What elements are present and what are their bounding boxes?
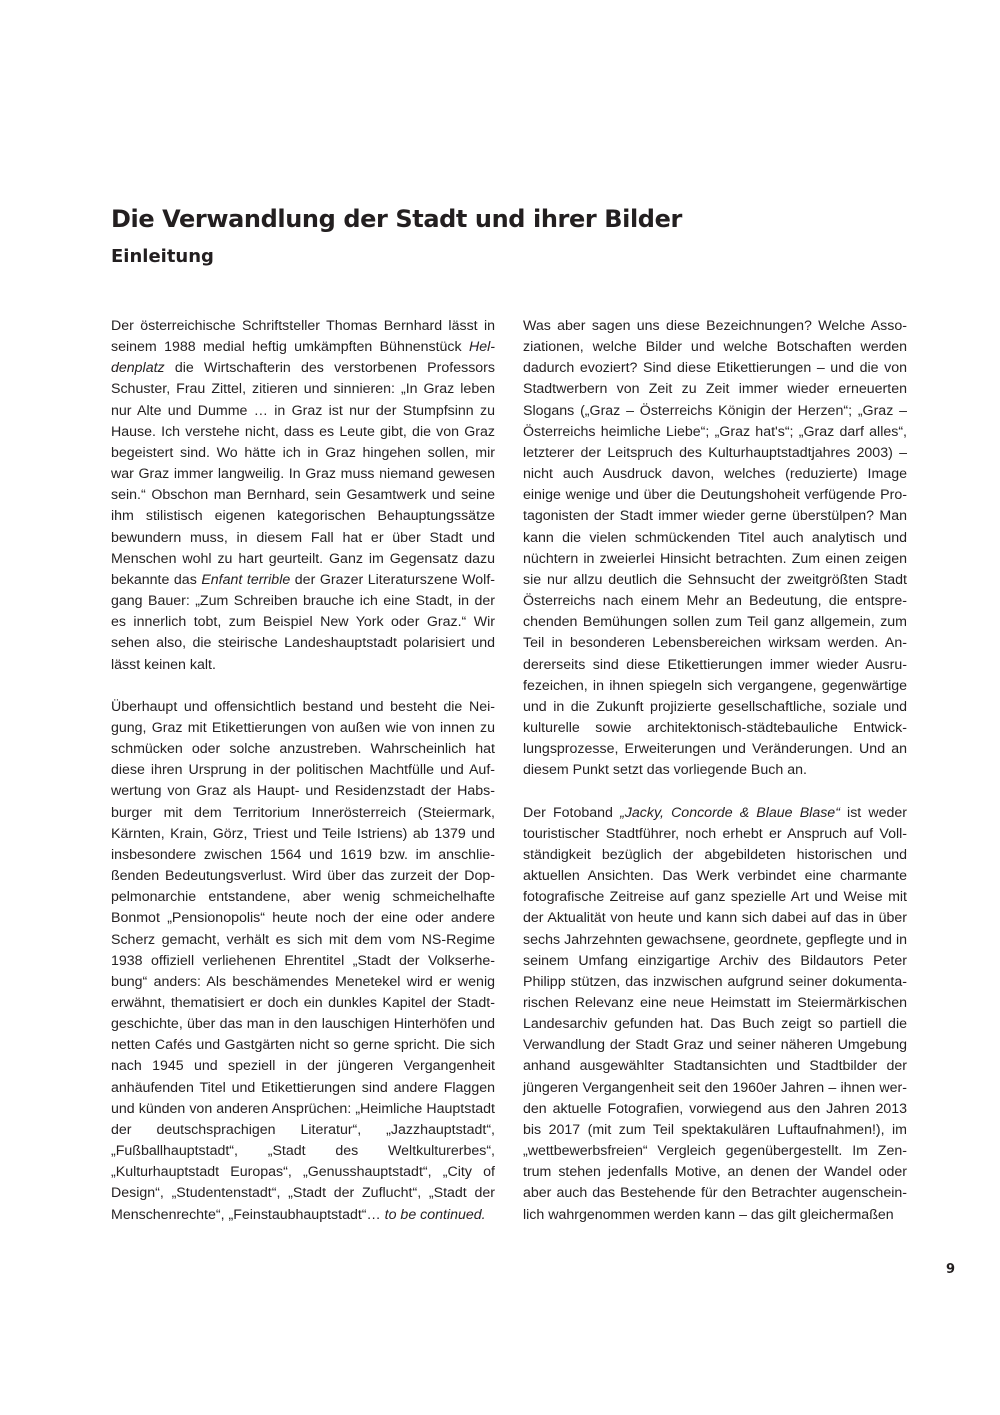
page-title: Die Verwandlung der Stadt und ihrer Bilder — [111, 205, 682, 233]
text-run: Was aber sagen uns diese Bezeichnungen? Welche Assoziationen, welche Bilder und welche Botschaften werden dadurch evoziert? Sind diese Etikettierungen – und die von Stadtwerbern von Zeit zu Zeit immer wieder erneuerten Slogans („Graz – Österreichs Königin der Herzen“; „Graz – Österreichs heimliche Liebe“; „Graz hat's“; „Graz darf alles“, letzterer der Leitspruch des Kulturhauptstadtjahres 2003) – nicht auch Ausdruck davon, welches (reduzierte) Image einige wenige und über die Deutungshoheit verfügende Protagonisten der Stadt immer wieder gerne überstülpen? Man kann die vielen schmückenden Titel auch analytisch und nüchtern in zweierlei Hinsicht betrachten. Zum einen zeigen sie nur allzu deutlich die Sehnsucht der zweitgrößten Stadt Österreichs nach einem Mehr an Bedeutung, die entsprechenden Bemühungen sollen zum Teil ganz allgemein, zum Teil in besonderen Lebensbereichen wirksam werden. Andererseits sind diese Etikettierungen immer wieder Ausrufezeichen, in ihnen spiegeln sich vergangene, gegenwärtige und in die Zukunft projizierte gesellschaftliche, soziale und kulturelle sowie architektonisch-städtebauliche Entwicklungsprozesse, Erweiterungen und Veränderungen. Und an diesem Punkt setzt das vorliegende Buch an. — [523, 318, 907, 779]
italic-text-run: to be continued. — [384, 1206, 486, 1223]
text-run: Der österreichische Schriftsteller Thomas Bernhard lässt in seinem 1988 medial heftig umkämpften Bühnenstück — [111, 318, 495, 356]
right-text-column — [523, 316, 907, 1226]
italic-text-run: Enfant terrible — [201, 571, 291, 588]
text-run: der Grazer Literaturszene Wolfgang Bauer: „Zum Schreiben brauche ich eine Stadt, in der es innerlich tobt, zum Beispiel New York oder Graz.“ Wir sehen also, die steirische Landeshauptstadt polarisiert und lässt keinen kalt. — [111, 571, 496, 673]
section-subtitle: Einleitung — [111, 246, 214, 267]
italic-text-run: Heldenplatz — [111, 339, 495, 377]
text-run: Der Fotoband — [523, 804, 621, 821]
italic-text-run: „Jacky, Concorde & Blaue Blase“ — [620, 804, 840, 821]
text-run: Überhaupt und offensichtlich bestand und besteht die Neigung, Graz mit Etikettierungen von außen wie von innen zu schmücken oder solche anzustreben. Wahrscheinlich hat diese ihren Ursprung in der politischen Machtfülle und Aufwertung von Graz als Haupt- und Residenzstadt der Habsburger mit dem Territorium Innerösterreich (Steiermark, Kärnten, Krain, Görz, Triest und Teile Istriens) ab 1379 und insbesondere zwischen 1564 und 1619 bzw. im anschließenden Bedeutungsverlust. Wird über das zurzeit der Doppelmonarchie entstandene, aber wenig schmeichelhafte Bonmot „Pensionopolis“ heute noch der eine oder andere Scherz gemacht, verhält es sich mit dem vom NS-Regime 1938 offiziell verliehenen Ehrentitel „Stadt der Volkserhebung“ anders: Als beschämendes Menetekel wird er wenig erwähnt, thematisiert er doch ein dunkles Kapitel der Stadtgeschichte, über das man in den lauschigen Hinterhöfen und netten Cafés und Gastgärten nicht so gerne spricht. Die sich nach 1945 und speziell in der jüngeren Vergangenheit anhäufenden Titel und Etikettierungen sind andere Flaggen und künden von anderen Ansprüchen: „Heimliche Hauptstadt der deutschsprachigen Literatur“, „Jazzhauptstadt“, „Fußballhauptstadt“, „Stadt des Weltkulturerbes“, „Kulturhauptstadt Europas“, „Genusshauptstadt“, „City of Design“, „Studentenstadt“, „Stadt der Zuflucht“, „Stadt der Menschenrechte“, „Feinstaubhauptstadt“… — [111, 698, 495, 1223]
text-run: ist weder touristischer Stadtführer, noch erhebt er Anspruch auf Vollständigkeit bezüglich der abgebildeten historischen und aktuellen Ansichten. Das Werk verbindet eine charmante fotografische Zeitreise auf ganz spezielle Art und Weise mit der Aktualität von heute und kann sich dabei auf das in über sechs Jahrzehnten gewachsene, geordnete, gepflegte und in seinem Umfang einzigartige Archiv des Bildautors Peter Philipp stützen, das inzwischen aufgrund seiner dokumentarischen Relevanz eine neue Heimstatt im Steiermärkischen Landesarchiv gefunden hat. Das Buch zeigt so partiell die Verwandlung der Stadt Graz und seiner näheren Umgebung anhand ausgewählter Stadtansichten und Stadtbilder der jüngeren Vergangenheit seit den 1960er Jahren – ihnen werden aktuelle Fotografien, vorwiegend aus den Jahren 2013 bis 2017 (mit zum Teil spektakulären Luftaufnahmen!), im „wettbewerbsfreien“ Vergleich gegenübergestellt. Im Zentrum stehen jedenfalls Motive, an denen der Wandel oder aber auch das Bestehende für den Betrachter augenscheinlich wahrgenommen werden kann – das gilt gleichermaßen — [523, 804, 907, 1223]
left-text-column — [111, 316, 495, 1226]
right-paragraph-2 — [523, 803, 907, 1226]
right-paragraph-1 — [523, 316, 907, 781]
left-paragraph-1 — [111, 316, 495, 676]
left-paragraph-2 — [111, 697, 495, 1226]
page-number: 9 — [945, 1262, 955, 1277]
text-run: die Wirtschafterin des verstorbenen Professors Schuster, Frau Zittel, zitieren und sinnieren: „In Graz leben nur Alte und Dumme … in Graz ist nur der Stumpfsinn zu Hause. Ich verstehe nicht, dass es Leute gibt, die von Graz begeistert sind. Wo hätte ich in Graz hingehen sollen, mir war Graz immer langweilig. In Graz muss niemand gewesen sein.“ Obschon man Bernhard, sein Gesamtwerk und seine ihm stilistisch eigenen kategorischen Behauptungssätze bewundern muss, in diesem Fall hat er über Stadt und Menschen wohl zu hart geurteilt. Ganz im Gegensatz dazu bekannte das — [111, 360, 495, 588]
